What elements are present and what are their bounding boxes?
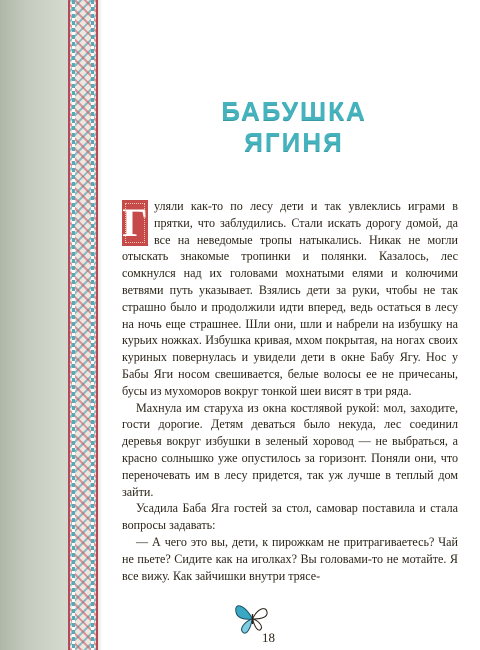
- story-text: [122, 198, 458, 584]
- page-number: 18: [262, 630, 275, 645]
- chapter-title-line-2: ЯГИНЯ: [244, 127, 344, 157]
- paragraph-2: Махнула им старуха из окна костлявой рукой: мол, заходите, гости дорогие. Детям деваться было некуда, лес соединил деревья вокруг избушки в зеленый хоровод — не выбраться, а красно солнышко уже опустилось за горизонт. Поняли они, что переночевать им в лесу придется, так уж лучше в теплый дом зайти.: [122, 400, 458, 499]
- chapter-title-line-1: БАБУШКА: [221, 96, 367, 126]
- paragraph-1-text: уляли как-то по лесу дети и так увлеклись играми в прятки, что заблудились. Стали искать дорогу домой, да все на неведомые тропы натыкались. Никак не могли отыскать знакомые тропинки и полянки. Казалось, лес сомкнулся над их головами мохнатыми елями и колючими ветвями путь указывает. Взялись дети за руки, чтобы не так страшно было и продолжили идти вперед, ведь остаться в лесу на ночь еще страшнее. Шли они, шли и набрели на избушку на курьих ножках. Избушка кривая, мхом покрытая, на ногах своих куриных повернулась и увидели дети в окне Бабу Ягу. Нос у Бабы Яги носом свешивается, белые волосы ее не причесаны, бусы из мухоморов вокруг тонкой шеи висят в три ряда.: [122, 199, 458, 398]
- paragraph-1: [122, 198, 458, 400]
- side-panel: [0, 0, 68, 650]
- drop-cap: Г: [122, 200, 148, 245]
- chapter-title: [118, 96, 470, 158]
- paragraph-4: — А чего это вы, дети, к пирожкам не притрагиваетесь? Чай не пьете? Сидите как на иголках? Вы головами-то не мотайте. Я все вижу. Как зайчишки внутри трясе-: [122, 534, 458, 583]
- paragraph-3: Усадила Баба Яга гостей за стол, самовар поставила и стала вопросы задавать:: [122, 501, 458, 533]
- page-gutter: [98, 0, 102, 650]
- ornament-border: [68, 0, 98, 650]
